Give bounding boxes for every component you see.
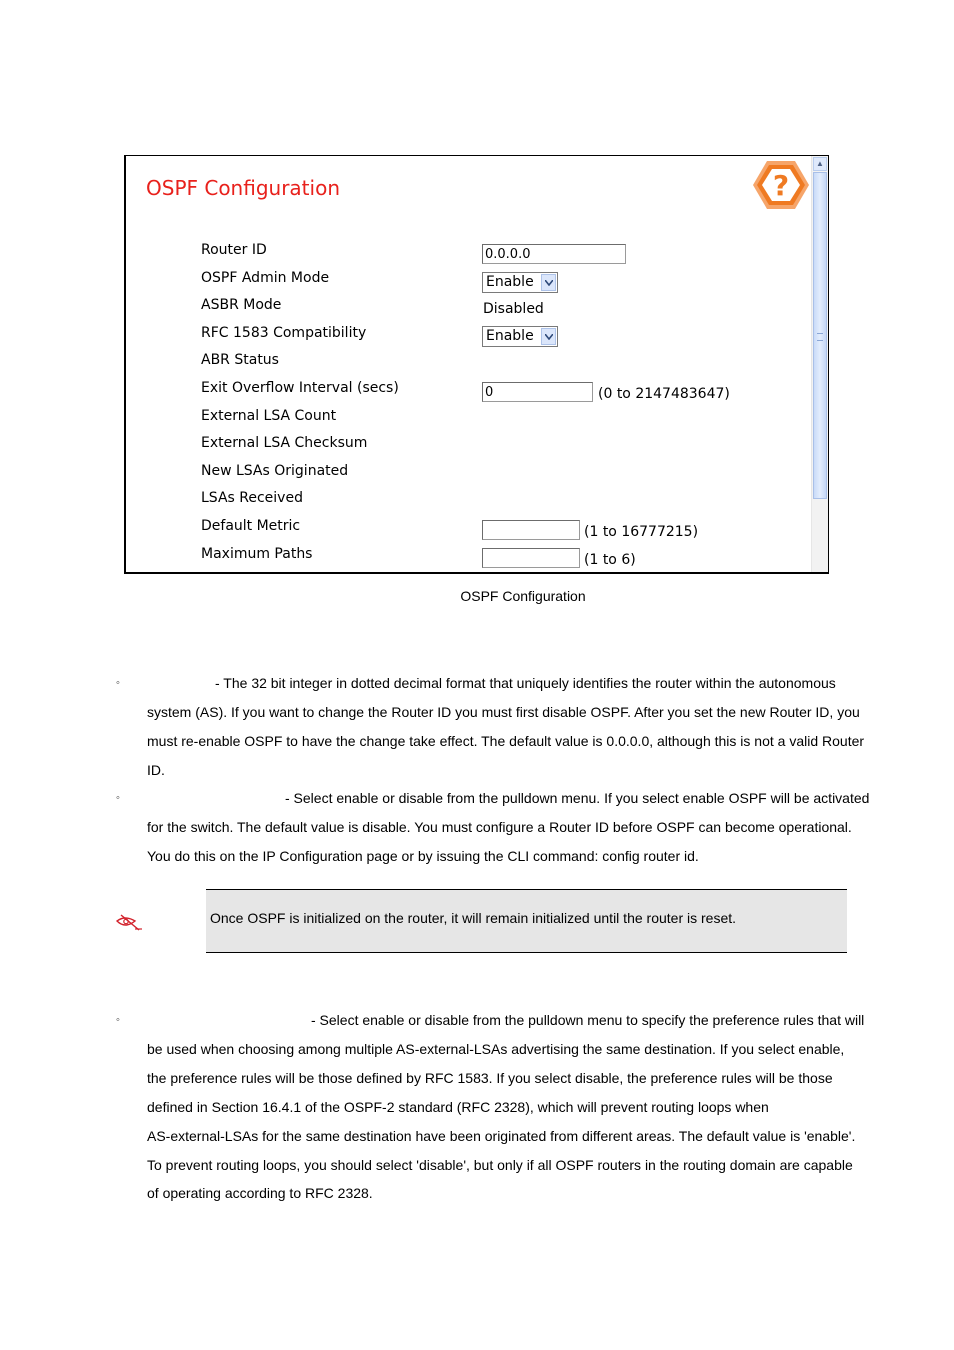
scroll-thumb[interactable] [813, 172, 827, 499]
note-pencil-icon [115, 913, 143, 933]
abr-status-label: ABR Status [201, 352, 279, 368]
rfc1583-label: RFC 1583 Compatibility [201, 325, 367, 341]
note-text: Once OSPF is initialized on the router, it will remain initialized until the router is reset. [210, 910, 737, 926]
paragraph-line: AS-external-LSAs for the same destination have been originated from different areas. The default value is 'enable'. [147, 1127, 856, 1144]
note-box [206, 889, 847, 953]
rfc1583-description [147, 1006, 887, 1208]
paragraph-line: - Select enable or disable from the pulldown menu to specify the preference rules that will [311, 1012, 865, 1028]
exit-overflow-input[interactable] [482, 382, 593, 402]
asbr-mode-value: Disabled [483, 301, 544, 317]
maximum-paths-hint: (1 to 6) [584, 552, 636, 568]
paragraph-line: system (AS). If you want to change the Router ID you must first disable OSPF. After you set the new Router ID, you [147, 703, 860, 720]
paragraph-line: To prevent routing loops, you should select 'disable', but only if all OSPF routers in the routing domain are capable [147, 1156, 853, 1173]
figure-caption: OSPF Configuration [460, 588, 586, 604]
help-icon-glyph: ? [772, 169, 790, 202]
maximum-paths-label: Maximum Paths [201, 546, 313, 562]
default-metric-hint: (1 to 16777215) [584, 524, 699, 540]
page-title: OSPF Configuration [146, 176, 340, 200]
paragraph-line: You do this on the IP Configuration page or by issuing the CLI command: config router id. [147, 847, 699, 864]
paragraph-line: defined in Section 16.4.1 of the OSPF-2 standard (RFC 2328), which will prevent routing loops when [147, 1098, 769, 1115]
ospf-admin-mode-value: Enable [486, 274, 534, 290]
paragraph-line: - Select enable or disable from the pulldown menu. If you select enable OSPF will be activated [285, 790, 870, 806]
paragraph-line: the preference rules will be those defined by RFC 1583. If you select disable, the preference rules will be those [147, 1069, 833, 1086]
external-lsa-checksum-label: External LSA Checksum [201, 435, 368, 451]
exit-overflow-label: Exit Overflow Interval (secs) [201, 380, 399, 396]
help-icon[interactable] [752, 159, 810, 211]
asbr-mode-label: ASBR Mode [201, 297, 282, 313]
paragraph-line: for the switch. The default value is disable. You must configure a Router ID before OSPF can become operational. [147, 818, 852, 835]
vertical-scrollbar[interactable] [811, 156, 828, 572]
rfc1583-select[interactable] [482, 326, 558, 347]
paragraph-line: ID. [147, 761, 165, 778]
exit-overflow-hint: (0 to 2147483647) [598, 386, 730, 402]
router-id-description [147, 669, 887, 785]
bullet-marker: ◦ [116, 677, 120, 689]
new-lsas-originated-label: New LSAs Originated [201, 463, 349, 479]
admin-mode-description [147, 784, 887, 871]
ospf-admin-mode-select[interactable] [482, 272, 558, 293]
paragraph-line: be used when choosing among multiple AS-external-LSAs advertising the same destination. If you select enable, [147, 1040, 845, 1057]
chevron-down-icon[interactable] [541, 328, 556, 345]
bullet-marker: ◦ [116, 1014, 120, 1026]
bullet-marker: ◦ [116, 792, 120, 804]
paragraph-line: of operating according to RFC 2328. [147, 1185, 373, 1202]
paragraph-line: - The 32 bit integer in dotted decimal format that uniquely identifies the router within the autonomous [215, 675, 836, 691]
default-metric-input[interactable] [482, 520, 580, 540]
ospf-admin-mode-label: OSPF Admin Mode [201, 270, 330, 286]
default-metric-label: Default Metric [201, 518, 301, 534]
maximum-paths-input[interactable] [482, 548, 580, 568]
lsas-received-label: LSAs Received [201, 490, 303, 506]
ospf-config-screenshot [124, 155, 829, 574]
router-id-label: Router ID [201, 242, 267, 258]
router-id-input[interactable] [482, 244, 626, 264]
scroll-up-icon[interactable]: ▲ [813, 157, 827, 171]
paragraph-line: must re-enable OSPF to have the change take effect. The default value is 0.0.0.0, although this is not a valid Router [147, 732, 865, 749]
chevron-down-icon[interactable] [541, 274, 556, 291]
rfc1583-value: Enable [486, 328, 534, 344]
external-lsa-count-label: External LSA Count [201, 408, 337, 424]
